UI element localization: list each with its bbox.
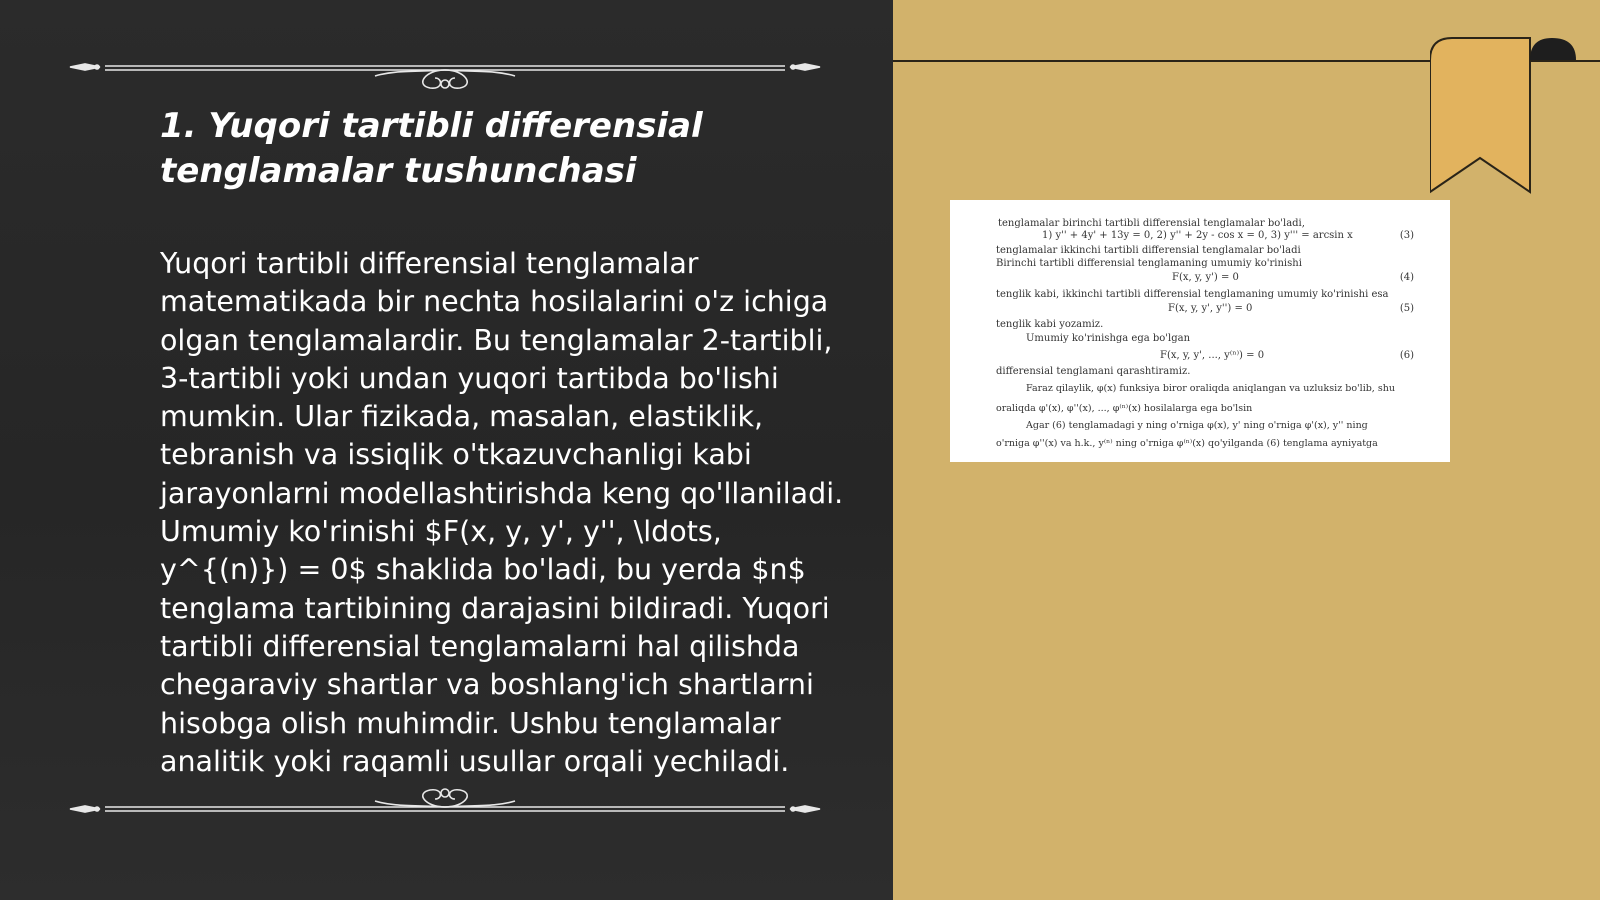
excerpt-line: tenglik kabi yozamiz. <box>996 319 1104 330</box>
excerpt-line: o'rniga φ''(x) va h.k., y⁽ⁿ⁾ ning o'rniga φ⁽ⁿ⁾(x) qo'yilganda (6) tenglama ayniyatga <box>996 438 1378 449</box>
textbook-excerpt-image <box>950 200 1450 462</box>
ornamental-divider-bottom <box>65 785 825 825</box>
bookmark-ribbon-icon <box>1430 30 1600 200</box>
excerpt-line: F(x, y, y', y'') = 0 <box>1168 303 1253 314</box>
ornamental-divider-top <box>65 50 825 90</box>
excerpt-line: 1) y'' + 4y' + 13y = 0, 2) y'' + 2y - cos x = 0, 3) y''' = arcsin x <box>1042 230 1353 241</box>
excerpt-line: Agar (6) tenglamadagi y ning o'rniga φ(x), y' ning o'rniga φ'(x), y'' ning <box>1026 420 1368 431</box>
excerpt-line: F(x, y, y', ..., y⁽ⁿ⁾) = 0 <box>1160 350 1265 361</box>
excerpt-line: Faraz qilaylik, φ(x) funksiya biror oraliqda aniqlangan va uzluksiz bo'lib, shu <box>1026 383 1395 394</box>
equation-number: (4) <box>1399 272 1414 283</box>
excerpt-line: tenglamalar ikkinchi tartibli differensial tenglamalar bo'ladi <box>996 245 1301 256</box>
slide-body-text: Yuqori tartibli differensial tenglamalar matematikada bir nechta hosilalarini o'z ichiga olgan tenglamalardir. Bu tenglamalar 2-tartibli, 3-tartibli yoki undan yuqori tartibda bo'lishi mumkin. Ular fizikada, masalan, elastiklik, tebranish va issiqlik o'tkazuvchanligi kabi jarayonlarni modellashtirishda keng qo'llaniladi. Umumiy ko'rinishi $F(x, y, y', y'', \ldots, y^{(n)}) = 0$ shaklida bo'ladi, bu yerda $n$ tenglama tartibining darajasini bildiradi. Yuqori tartibli differensial tenglamalarni hal qilishda chegaraviy shartlar va boshlang'ich shartlarni hisobga olish muhimdir. Ushbu tenglamalar analitik yoki raqamli usullar orqali yechiladi. <box>160 247 844 778</box>
excerpt-line: differensial tenglamani qarashtiramiz. <box>996 366 1191 377</box>
equation-number: (6) <box>1399 350 1414 361</box>
excerpt-line: Birinchi tartibli differensial tenglamaning umumiy ko'rinishi <box>996 258 1302 269</box>
excerpt-line: Umumiy ko'rinishga ega bo'lgan <box>1026 333 1191 344</box>
excerpt-line: tenglik kabi, ikkinchi tartibli differensial tenglamaning umumiy ko'rinishi esa <box>996 289 1389 300</box>
equation-number: (3) <box>1399 230 1414 241</box>
excerpt-line: oraliqda φ'(x), φ''(x), ..., φ⁽ⁿ⁾(x) hosilalarga ega bo'lsin <box>996 403 1253 414</box>
excerpt-line: tenglamalar birinchi tartibli differensial tenglamalar bo'ladi, <box>998 218 1305 229</box>
equation-number: (5) <box>1399 303 1414 314</box>
slide-title: 1. Yuqori tartibli differensial tenglamalar tushunchasi <box>160 106 703 191</box>
excerpt-line: F(x, y, y') = 0 <box>1172 272 1239 283</box>
